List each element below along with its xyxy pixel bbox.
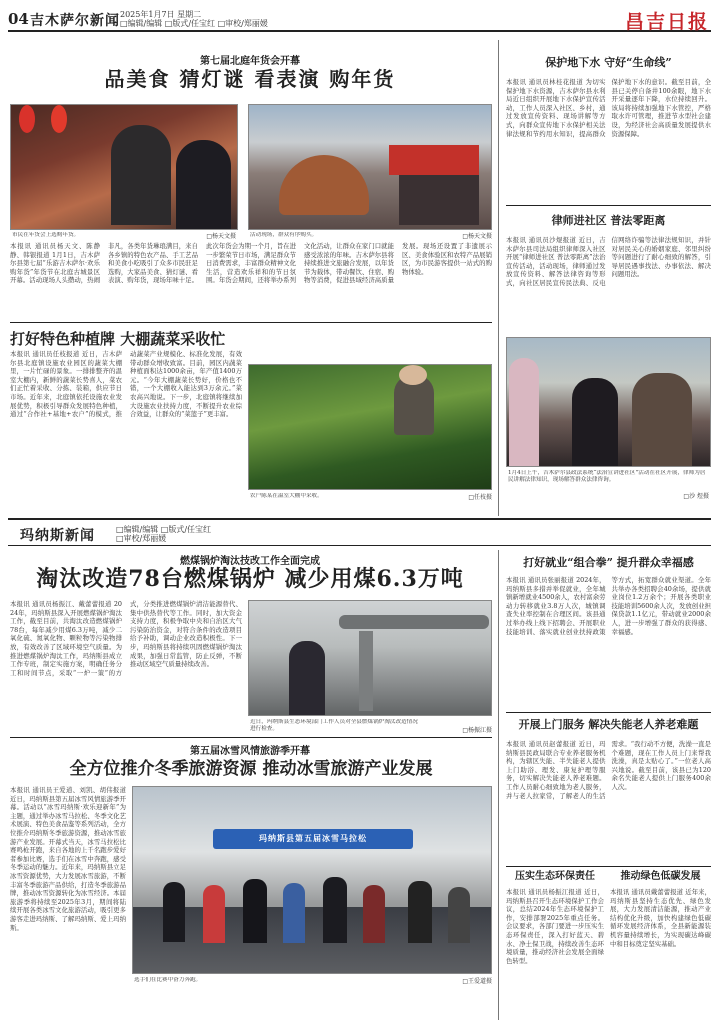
header-proof: □审校/郑丽媛 xyxy=(217,19,268,28)
article9-body: 本报讯 通讯员杨振江报道 近日，玛纳斯县召开生态环境保护工作会议，总结2024年生态环境保护工作，安排部署2025年重点任务。会议要求，各部门要进一步压实生态环保责任，深入打好蓝天、碧水、净土保卫战，持续改善生态环境质量，推动经济社会发展全面绿色转型。 xyxy=(506,888,604,965)
article4-body: 本报讯 通讯员沙煜报道 近日，吉木萨尔县司法局组织律师深入社区开展“律师进社区 普法零距离”法治宣传活动，活动现场，律师通过发放宣传资料、解答法律咨询等形式，向社区居民宣传民法典、反电信网络诈骗等法律法规知识，并针对居民关心的婚姻家庭、邻里纠纷等问题进行了耐心细致的解答，引导居民遇事找法、办事依法、解决问题用法。 xyxy=(506,236,711,287)
article8-kicker: 第五届冰雪风情旅游季开幕 xyxy=(190,746,310,757)
divider xyxy=(506,205,711,206)
article9-headline: 压实生态环保责任 xyxy=(515,871,595,882)
section-band xyxy=(8,518,711,546)
article4-photo-credit: □沙 煜摄 xyxy=(683,493,709,500)
article5-photo-caption: 近日，玛纳斯县生态环境部门工作人员对全县燃煤锅炉淘汰改造情况进行检查。 xyxy=(250,719,418,732)
article5-body: 本报讯 通讯员杨振江、戴蕾蕾报道 2024年，玛纳斯县深入开展燃煤锅炉淘汰工作，截至目前，共淘汰改造燃煤锅炉78台，每年减少用煤6.3万吨，减少二氧化硫、氮氧化物、颗粒物等污染物排放，有效改善了区域环境空气质量。为推进燃煤锅炉淘汰工作，玛纳斯县成立工作专班，制定实施方案，明确任务分工和时间节点，采取“一炉一策”的方式，分类推进燃煤锅炉清洁能源替代、集中供热替代等工作。同时，加大资金支持力度，积极争取中央和自治区大气污染防治资金，对符合条件的改造项目给予补助，调动企业改造积极性。下一步，玛纳斯县将持续巩固燃煤锅炉淘汰成果，加强日常监管，防止反弹，不断推动区域空气质量持续改善。 xyxy=(10,600,242,677)
article2-photo-credit: □任枝摄 xyxy=(468,494,492,501)
article1-body: 本报讯 通讯员杨天文、陈静静、韩银报道 1月1日，吉木萨尔县第七届“乐游吉木萨尔·欢乐购年货”年货节在北庭古城景区开幕。活动现场人头攒动，热闹非凡，各类年货琳琅满目，来自各乡镇的特色农产品、手工艺品和美食小吃吸引了众多市民驻足选购，大家品美食、猜灯谜、看表演、购年货，现场年味十足。此次年货会为期一个月，旨在进一步繁荣节日市场，满足群众节日消费需求，丰富群众精神文化生活，营造欢乐祥和的节日氛围。年货会期间，还将举办系列文化活动，让群众在家门口就能感受浓浓的年味。吉木萨尔县将持续推进文旅融合发展，以年货节为载体，带动餐饮、住宿、购物等消费，促进县域经济高质量发展。现场还设置了非遗展示区、美食体验区和农特产品展销区，为市民游客提供一站式的购物体验。 xyxy=(10,242,492,285)
article4-photo-lawyer xyxy=(506,337,711,467)
article3-headline: 保护地下水 守好“生命线” xyxy=(545,56,672,69)
header-meta xyxy=(120,10,268,28)
article4-photo-caption: 1月4日上午，吉木萨尔县政法系统“法治宣讲进社区”活动在社区开展，律师为居民讲解法律知识，现场解答群众法律咨询。 xyxy=(508,470,706,483)
article7-body: 本报讯 通讯员赵蕾报道 近日，玛纳斯县民政局联合专业养老服务机构，为辖区失能、半失能老人提供上门助浴、理发、康复护理等服务，切实解决失能老人养老难题。工作人员耐心细致地为老人服务，并与老人拉家常，了解老人的生活需求。“我行动不方便，洗澡一直是个难题，现在工作人员上门来帮我洗澡，真是太贴心了。”一位老人高兴地说。截至目前，该县已为120余名失能老人提供上门服务400余人次。 xyxy=(506,740,711,800)
article1-photo2-credit: □杨天文摄 xyxy=(462,233,492,240)
divider xyxy=(506,712,711,713)
header-editor: □编辑/编辑 □版式/任宝红 xyxy=(120,19,216,28)
section2-meta xyxy=(116,525,211,543)
article8-headline: 全方位推介冬季旅游资源 推动冰雪旅游产业发展 xyxy=(69,759,433,779)
article6-headline: 打好就业“组合拳” 提升群众幸福感 xyxy=(523,556,694,569)
article7-headline: 开展上门服务 解决失能老人养老难题 xyxy=(518,718,699,731)
article5-headline: 淘汰改造78台燃煤锅炉 减少用煤6.3万吨 xyxy=(36,566,464,592)
article6-body: 本报讯 通讯员张丽报道 2024年，玛纳斯县多措并举促就业，全年城镇新增就业4500余人，农村富余劳动力转移就业3.8万人次，城镇调查失业率控制在合理区间。该县通过举办线上线下招聘会、开展职业技能培训、落实就业创业扶持政策等方式，拓宽群众就业渠道。全年共举办各类招聘会40余场，提供就业岗位1.2万余个；开展各类职业技能培训5600余人次，发放创业担保贷款1.1亿元，带动就业2000余人，进一步增强了群众的获得感、幸福感。 xyxy=(506,576,711,636)
section2-editor: □编辑/编辑 □版式/任宝红 xyxy=(116,525,212,534)
article1-photo1-credit: □杨天文摄 xyxy=(206,233,236,240)
article10-headline: 推动绿色低碳发展 xyxy=(620,871,701,882)
article5-photo-boiler xyxy=(248,600,492,716)
marathon-banner-text: 玛纳斯县第五届冰雪马拉松 xyxy=(259,834,367,843)
page-header xyxy=(8,6,711,32)
article5-photo-credit: □杨振江摄 xyxy=(462,727,492,734)
section-title: 吉木萨尔新闻 xyxy=(30,13,120,29)
article2-photo-greenhouse xyxy=(248,364,492,490)
article2-headline: 打好特色种植牌 大棚蔬菜采收忙 xyxy=(10,330,226,348)
article1-photo1-caption: 市民在年货会上选购年货。 xyxy=(12,232,80,238)
article5-kicker: 燃煤锅炉淘汰技改工作全面完成 xyxy=(180,556,320,567)
newspaper-logo: 昌吉日报 xyxy=(624,11,709,33)
column-divider xyxy=(498,40,499,516)
article10-body: 本报讯 通讯员戴蕾蕾报道 近年来，玛纳斯县坚持生态优先、绿色发展，大力发展清洁能源，推动产业结构优化升级，加快构建绿色低碳循环发展经济体系，全县新能源装机容量持续增长，为实现碳达峰碳中和目标奠定坚实基础。 xyxy=(610,888,711,948)
article1-kicker: 第七届北庭年货会开幕 xyxy=(200,56,300,67)
article1-photo-market xyxy=(248,104,492,230)
section2-title: 玛纳斯新闻 xyxy=(20,528,95,544)
section2-proof: □审校/郑丽媛 xyxy=(116,534,167,543)
header-date: 2025年1月7日 星期二 xyxy=(120,10,202,19)
divider xyxy=(10,737,492,738)
marathon-banner xyxy=(213,829,413,849)
article2-photo-caption: 农户陈某在温室大棚中采收。 xyxy=(250,493,323,499)
article1-headline: 品美食 猜灯谜 看表演 购年货 xyxy=(104,67,396,91)
page-number: 04 xyxy=(8,10,29,28)
article8-photo-credit: □王爱道摄 xyxy=(462,978,492,985)
article3-body: 本报讯 通讯员林桂花报道 为切实保护地下水资源，吉木萨尔县水利局近日组织开展地下水保护宣传活动，工作人员深入社区、乡村，通过发放宣传资料、现场讲解等方式，向群众宣传地下水保护相关法律法规和节约用水知识，提高群众保护地下水的意识。截至目前，全县已关停自备井100余眼，地下水开采量逐年下降，水位持续回升。该局将持续加强地下水管控，严格取水许可管理，推进节水型社会建设，为经济社会高质量发展提供水资源保障。 xyxy=(506,78,711,138)
article1-photo2-caption: 活动现场，群众有序购买。 xyxy=(250,232,318,238)
divider xyxy=(506,866,711,867)
article8-photo-marathon xyxy=(132,786,492,974)
divider xyxy=(10,322,492,323)
article1-photo-shoppers xyxy=(10,104,238,230)
article8-body: 本报讯 通讯员王爱道、刘凯、胡伟报道 近日，玛纳斯县第五届冰雪风情旅游季开幕。活动以“冰雪玛纳斯·欢乐迎新年”为主题，通过举办冰雪马拉松、冬季文化艺术展演、特色美食品鉴等系列活动，全方位推介玛纳斯冬季旅游资源，推动冰雪旅游产业发展。开幕式当天，冰雪马拉松比赛鸣枪开跑，来自各地的上千名跑步爱好者参加比赛，选手们在冰雪中奔跑，感受冬季运动的魅力。近年来，玛纳斯县立足冰雪资源优势，大力发展冰雪旅游，不断丰富冬季旅游产品供给，打造冬季旅游品牌，推动冰雪资源转化为冰雪经济。本届旅游季将持续至2025年3月，期间将陆续开展各类冰雪文化旅游活动，吸引更多游客走进玛纳斯、了解玛纳斯、爱上玛纳斯。 xyxy=(10,786,126,932)
article4-headline: 律师进社区 普法零距离 xyxy=(551,214,666,227)
article8-photo-caption: 选手们在比赛中奋力奔跑。 xyxy=(134,977,202,983)
article2-body: 本报讯 通讯员任枝报道 近日，吉木萨尔县北庭镇设施农业园区的蔬菜大棚里，一片忙碌的景象。一排排整齐的温室大棚内，新鲜的蔬菜长势喜人，菜农们正忙着采收、分拣、装箱，供应节日市场。近年来，北庭镇依托设施农业发展优势，积极引导群众发展特色种植，通过“合作社+基地+农户”的模式，推动蔬菜产业规模化、标准化发展，有效带动群众增收致富。目前，园区内蔬菜种植面积达1000余亩，年产值1400万元。“今年大棚蔬菜长势好，价格也不错，一个大棚收入能达到3万余元。”菜农高兴地说。下一步，北庭镇将继续加大设施农业扶持力度，不断提升农业综合效益，让群众的“菜篮子”更丰富。 xyxy=(10,350,242,419)
column-divider xyxy=(498,550,499,1020)
